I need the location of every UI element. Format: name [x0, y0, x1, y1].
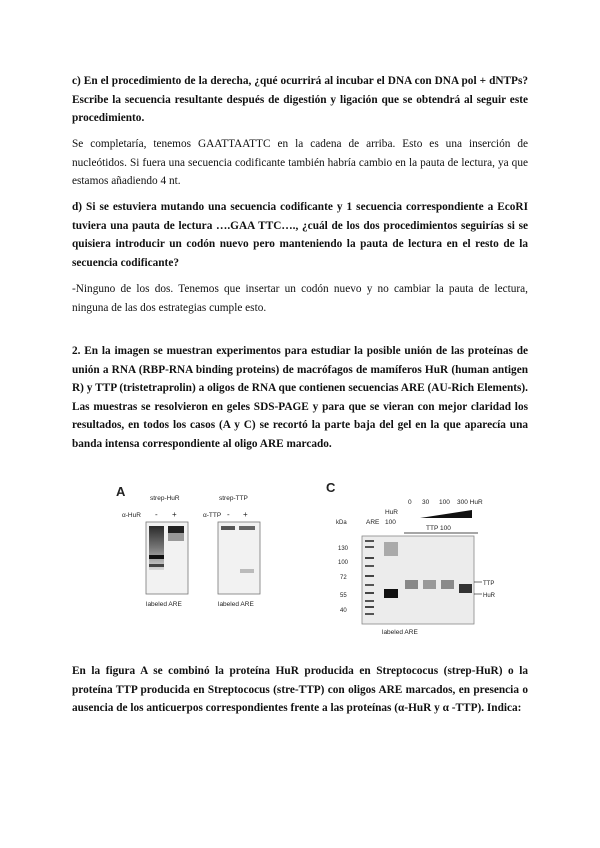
- gel1-minus: -: [155, 510, 158, 519]
- lane-are-label: ARE: [366, 519, 380, 526]
- ttp-amount-300: 300 HuR: [457, 499, 483, 506]
- ttp-amount-30: 30: [422, 499, 430, 506]
- panel-c-label: C: [326, 480, 336, 495]
- ttp-label: TTP 100: [426, 525, 451, 532]
- ttp-lane3-band: [441, 580, 454, 589]
- gel1-caption: labeled ARE: [146, 601, 182, 608]
- ttp-band-label: TTP: [483, 581, 495, 587]
- kda-label: kDa: [336, 520, 347, 526]
- marker-130: 130: [338, 546, 349, 552]
- answer-d: -Ninguno de los dos. Tenemos que insertar un codón nuevo y no cambiar la pauta de lectura, ninguna de las dos estrategias cumple esto.: [72, 283, 528, 314]
- marker-100: 100: [338, 560, 349, 566]
- lane-hur-label: HuR: [385, 509, 399, 516]
- gel2-plus: +: [243, 510, 248, 519]
- hur-lane-band: [384, 589, 398, 598]
- ab2-label: α-TTP: [203, 512, 222, 519]
- gel1-title: strep-HuR: [150, 495, 180, 502]
- gel2-lane2-band: [239, 526, 255, 530]
- ttp-lane4-band: [459, 584, 472, 593]
- hur-lane-smear: [384, 542, 398, 556]
- ttp-lane1-band: [405, 580, 418, 589]
- ttp-gradient-wedge: [420, 510, 472, 518]
- gel-c-caption: labeled ARE: [382, 629, 418, 636]
- gel2-lane1-band: [221, 526, 235, 530]
- marker-55: 55: [340, 593, 347, 599]
- gel1-lane1-band-low: [149, 564, 164, 567]
- gel1-lane2-smear: [168, 533, 184, 541]
- answer-c: Se completaría, tenemos GAATTAATTC en la cadena de arriba. Esto es una inserción de nucleótidos. Si fuera una secuencia codificante también habría cambio en la pauta de lectura, ya que estamos añadiendo 4 nt.: [72, 138, 528, 188]
- figure-c: [312, 472, 500, 642]
- ttp-amount-0: 0: [408, 499, 412, 506]
- gel2-lane2-faint-band: [240, 569, 254, 573]
- marker-72: 72: [340, 575, 347, 581]
- gel2-minus: -: [227, 510, 230, 519]
- question-c: c) En el procedimiento de la derecha, ¿qué ocurrirá al incubar el DNA con DNA pol + dNTPs? Escribe la secuencia resultante después de digestión y ligación que se obtendrá al seguir este procedimiento.: [72, 75, 528, 125]
- gel2-caption: labeled ARE: [218, 601, 254, 608]
- gel1-lane2-band: [168, 526, 184, 533]
- gel1-lane1-band: [149, 555, 164, 559]
- lane-hur-amount: 100: [385, 519, 396, 526]
- marker-40: 40: [340, 608, 347, 614]
- figure-a: [108, 478, 280, 615]
- question-2: 2. En la imagen se muestran experimentos para estudiar la posible unión de las proteínas de unión a RNA (RBP-RNA binding proteins) de macrófagos de mamíferos HuR (human antigen R) y TTP (tristetraprolin) a oligos de RNA que contienen secuencias ARE (AU-Rich Elements). Las muestras se resolvieron en geles SDS-PAGE y para que se vieran con mejor claridad los resultados, en todos los casos (A y C) se recortó la parte baja del gel en la que aparecía una banda intensa correspondiente al oligo ARE marcado.: [72, 345, 528, 450]
- gel1-lane1-smear: [149, 526, 164, 570]
- gel1-plus: +: [172, 510, 177, 519]
- figure-a-description: En la figura A se combinó la proteína HuR producida en Streptococus (strep-HuR) o la proteína TTP producida en Streptococus (stre-TTP) con oligos ARE marcados, en presencia o ausencia de los anticuerpos correspondientes frente a las proteínas (α-HuR y α -TTP). Indica:: [72, 665, 528, 715]
- panel-a-label: A: [116, 484, 126, 499]
- ttp-amount-100: 100: [439, 499, 450, 506]
- gel2-title: strep-TTP: [219, 495, 248, 502]
- gel2-image: [218, 522, 260, 594]
- ab1-label: α-HuR: [122, 512, 141, 519]
- ttp-lane2-band: [423, 580, 436, 589]
- hur-band-label: HuR: [483, 593, 496, 599]
- question-d: d) Si se estuviera mutando una secuencia codificante y 1 secuencia correspondiente a EcoRI tuviera una pauta de lectura ….GAA TTC…., ¿cuál de los dos procedimientos seguirías si se quisiera introducir un codón nuevo pero manteniendo la pauta de lectura en el resto de la secuencia codificante?: [72, 201, 528, 269]
